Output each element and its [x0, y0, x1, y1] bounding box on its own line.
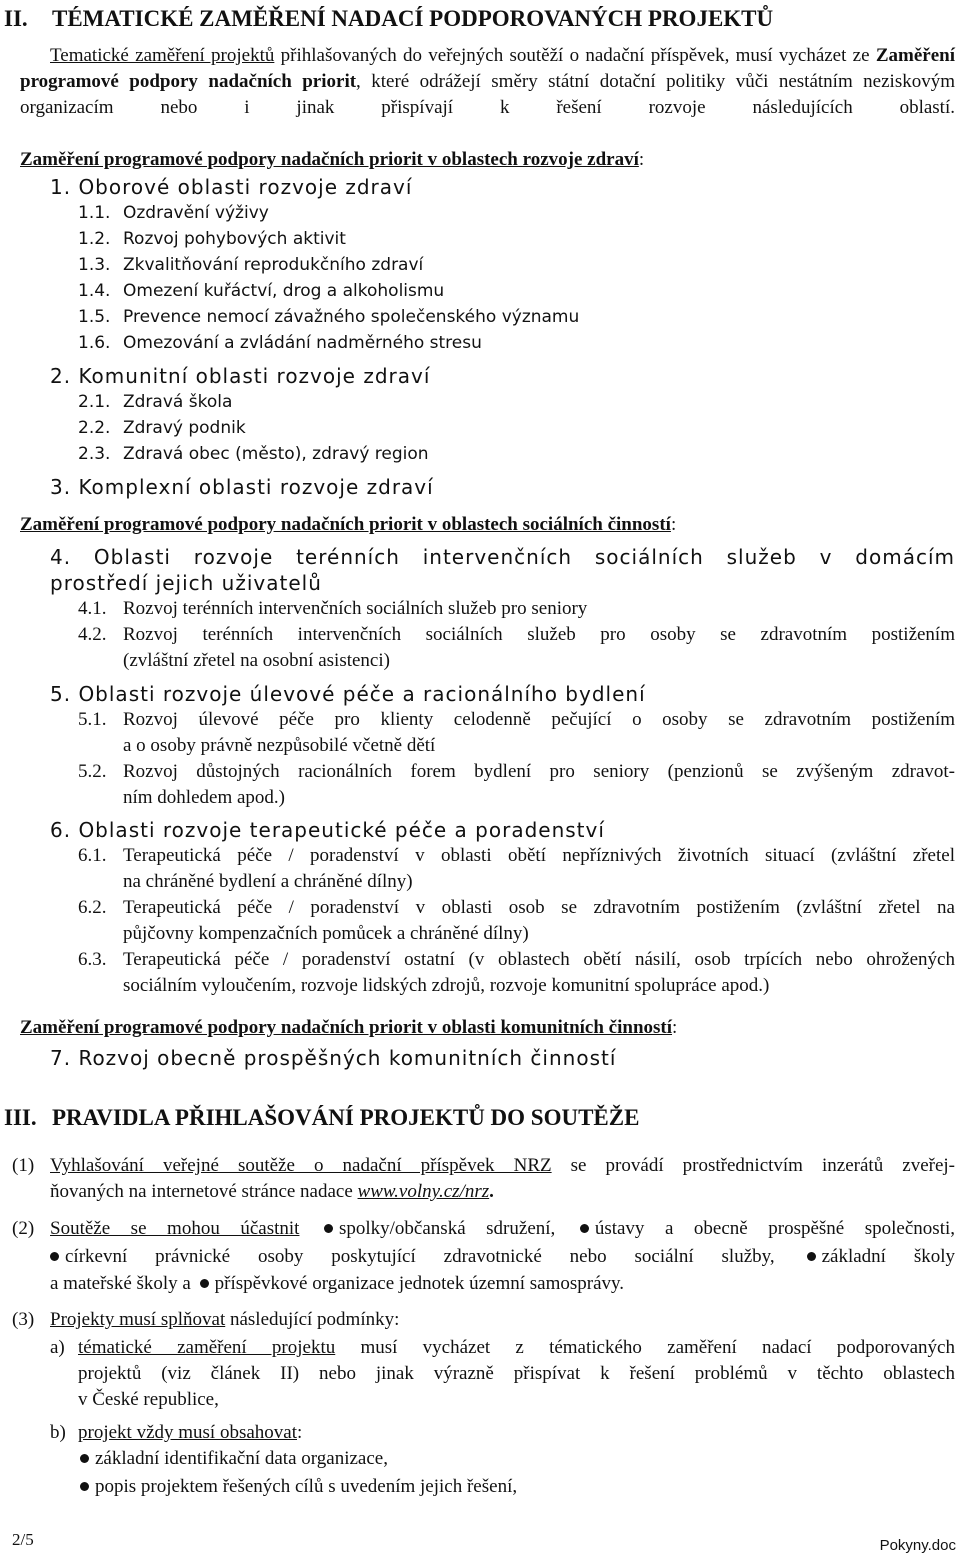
page-number: 2/5 — [12, 1530, 34, 1549]
bullet-icon — [807, 1252, 816, 1261]
list-item: 6.2. Terapeutická péče / poradenství v oblasti osob se zdravotním postižením (zvláštní zřetel na — [78, 897, 955, 918]
bullet-icon — [324, 1224, 333, 1233]
social-heading-text: Zaměření programové podpory nadačních priorit v oblastech sociálních činností — [20, 514, 671, 535]
category-7-title: 7. Rozvoj obecně prospěšných komunitních činností — [50, 1046, 617, 1070]
bullet-list-item: základní identifikační data organizace, — [76, 1448, 388, 1470]
rule-3a-line1: tématické zaměření projektu musí vycházet z tématického zaměření nadací podporovaných — [78, 1337, 955, 1358]
social-heading: Zaměření programové podpory nadačních priorit v oblastech sociálních činností: — [20, 514, 677, 535]
list-item: 2.1. Zdravá škola — [78, 392, 233, 412]
list-item: 1.4. Omezení kuřáctví, drog a alkoholismu — [78, 281, 445, 301]
rule-3a-line3: v České republice, — [78, 1389, 219, 1410]
category-5-title: 5. Oblasti rozvoje úlevové péče a racionálního bydlení — [50, 682, 646, 706]
rule-1-line2: ňovaných na internetové stránce nadace www.volny.cz/nrz. — [50, 1181, 494, 1202]
list-item-continuation: půjčovny kompenzačních pomůcek a chráněné dílny) — [123, 923, 529, 944]
rule-1-label: (1) — [12, 1155, 35, 1176]
health-heading: Zaměření programové podpory nadačních priorit v oblastech rozvoje zdraví: — [20, 149, 645, 170]
section-3-number: III. — [4, 1105, 37, 1130]
list-item: 1.5. Prevence nemocí závažného společenského významu — [78, 307, 580, 327]
community-heading-text: Zaměření programové podpory nadačních priorit v oblasti komunitních činností — [20, 1017, 673, 1038]
category-3-title: 3. Komplexní oblasti rozvoje zdraví — [50, 475, 434, 499]
list-item: 2.3. Zdravá obec (město), zdravý region — [78, 444, 429, 464]
rule-3b-link: projekt vždy musí obsahovat — [78, 1422, 297, 1443]
community-heading: Zaměření programové podpory nadačních priorit v oblasti komunitních činností: — [20, 1017, 678, 1038]
bullet-icon — [80, 1454, 89, 1463]
rule-2-line3: a mateřské školy a příspěvkové organizace jednotek územní samosprávy. — [50, 1273, 625, 1294]
rule-2-link: Soutěže se mohou účastnit — [50, 1218, 300, 1239]
section-2-heading — [4, 6, 773, 32]
list-item: 5.2. Rozvoj důstojných racionálních forem bydlení pro seniory (penzionů se zvýšeným zdravot- — [78, 761, 955, 782]
list-item: 1.1. Ozdravění výživy — [78, 203, 269, 223]
intro-text-1: přihlašovaných do veřejných soutěží o nadační příspěvek, musí vycházet ze — [274, 45, 876, 66]
intro-link: Tematické zaměření projektů — [50, 45, 275, 66]
file-name: Pokyny.doc — [879, 1537, 956, 1554]
list-item-continuation: sociálním vyloučením, rozvoje lidských zdrojů, rozvoje komunitní spolupráce apod.) — [123, 975, 770, 996]
rule-2-line2: církevní právnické osoby poskytující zdravotnické nebo sociální služby, základní školy — [50, 1246, 955, 1268]
rule-3a-label: a) — [50, 1337, 65, 1358]
rule-3a-line2: projektů (viz článek II) nebo jinak výrazně přispívat k řešení problémů v těchto oblastech — [78, 1363, 955, 1384]
bullet-icon — [80, 1482, 89, 1491]
category-1-title: 1. Oborové oblasti rozvoje zdraví — [50, 175, 413, 199]
rule-2-line1: Soutěže se mohou účastnit spolky/občanská sdružení, ústavy a obecně prospěšné společnosti, — [50, 1218, 955, 1239]
category-4-title-line1: 4. Oblasti rozvoje terénních intervenčních sociálních služeb v domácím — [50, 545, 955, 569]
list-item-continuation: na chráněné bydlení a chráněné dílny) — [123, 871, 413, 892]
bullet-icon — [580, 1224, 589, 1233]
list-item: 6.3. Terapeutická péče / poradenství ostatní (v oblastech obětí násilí, osob trpících nebo ohrožených — [78, 949, 955, 970]
bullet-icon — [50, 1252, 59, 1261]
intro-text-2: , které odrážejí směry státní dotační politiky vůči nestátním neziskovým organizacím nebo i jinak přispívají k řešení rozvoje následujících oblastí. — [20, 71, 955, 118]
section-2-title: TÉMATICKÉ ZAMĚŘENÍ NADACÍ PODPOROVANÝCH PROJEKTŮ — [52, 6, 774, 31]
bullet-list-item: popis projektem řešených cílů s uvedením jejich řešení, — [76, 1476, 517, 1498]
list-item: 1.6. Omezování a zvládání nadměrného stresu — [78, 333, 482, 353]
rule-3b-label: b) — [50, 1422, 66, 1443]
list-item: 4.1. Rozvoj terénních intervenčních sociálních služeb pro seniory — [78, 598, 588, 619]
section-3-heading — [4, 1105, 639, 1131]
list-item: 4.2. Rozvoj terénních intervenčních sociálních služeb pro osoby se zdravotním postižením — [78, 624, 955, 645]
category-6-title: 6. Oblasti rozvoje terapeutické péče a poradenství — [50, 818, 605, 842]
category-4-title-line2: prostředí jejich uživatelů — [50, 571, 322, 595]
category-2-title: 2. Komunitní oblasti rozvoje zdraví — [50, 364, 431, 388]
rule-1-link: Vyhlašování veřejné soutěže o nadační příspěvek NRZ — [50, 1155, 552, 1176]
intro-paragraph — [20, 43, 955, 121]
list-item-continuation: ním dohledem apod.) — [123, 787, 285, 808]
rule-3b-line1: projekt vždy musí obsahovat: — [78, 1422, 303, 1443]
rule-1-line1: Vyhlašování veřejné soutěže o nadační příspěvek NRZ se provádí prostřednictvím inzerátů zveřej- — [50, 1155, 955, 1176]
bullet-icon — [200, 1279, 209, 1288]
list-item-continuation: a o osoby právně nezpůsobilé včetně dětí — [123, 735, 436, 756]
section-2-number: II. — [4, 6, 28, 31]
rule-3a-link: tématické zaměření projektu — [78, 1337, 336, 1358]
list-item: 5.1. Rozvoj úlevové péče pro klienty celodenně pečující o osoby se zdravotním postižením — [78, 709, 955, 730]
list-item: 2.2. Zdravý podnik — [78, 418, 246, 438]
list-item: 1.2. Rozvoj pohybových aktivit — [78, 229, 346, 249]
rule-3-line1: Projekty musí splňovat následující podmínky: — [50, 1309, 400, 1330]
nadace-url-link[interactable]: www.volny.cz/nrz — [357, 1181, 490, 1202]
intro-bold: Zaměření programové podpory nadačních priorit — [20, 45, 955, 92]
rule-3-link: Projekty musí splňovat — [50, 1309, 226, 1330]
list-item: 1.3. Zkvalitňování reprodukčního zdraví — [78, 255, 424, 275]
rule-2-label: (2) — [12, 1218, 35, 1239]
list-item-continuation: (zvláštní zřetel na osobní asistenci) — [123, 650, 390, 671]
list-item: 6.1. Terapeutická péče / poradenství v oblasti obětí nepříznivých životních situací (zvláštní zřetel — [78, 845, 955, 866]
section-3-title: PRAVIDLA PŘIHLAŠOVÁNÍ PROJEKTŮ DO SOUTĚŽE — [52, 1105, 640, 1130]
rule-3-label: (3) — [12, 1309, 35, 1330]
health-heading-text: Zaměření programové podpory nadačních priorit v oblastech rozvoje zdraví — [20, 149, 639, 170]
